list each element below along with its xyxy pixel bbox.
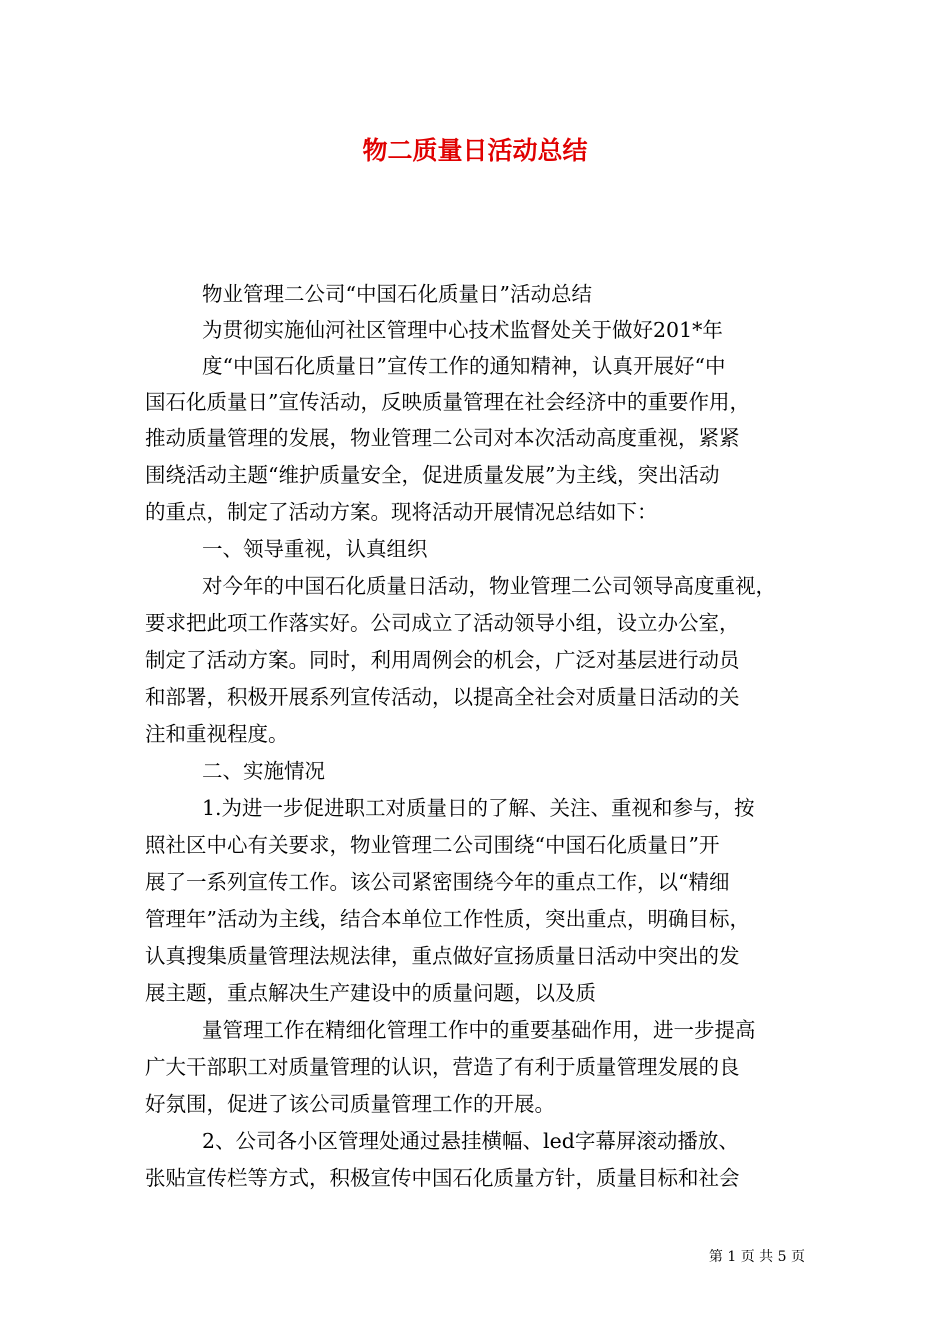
document-title: 物二质量日活动总结 (362, 136, 588, 165)
body-line: 围绕活动主题“维护质量安全，促进质量发展”为主线，突出活动 (145, 463, 720, 487)
body-line: 认真搜集质量管理法规法律，重点做好宣扬质量日活动中突出的发 (145, 944, 740, 968)
body-line: 国石化质量日”宣传活动，反映质量管理在社会经济中的重要作用， (145, 390, 750, 414)
body-line: 张贴宣传栏等方式，积极宣传中国石化质量方针，质量目标和社会 (145, 1166, 740, 1190)
body-line: 为贯彻实施仙河社区管理中心技术监督处关于做好201*年 (202, 318, 723, 342)
body-line: 要求把此项工作落实好。公司成立了活动领导小组，设立办公室， (145, 611, 740, 635)
body-line: 的重点，制定了活动方案。现将活动开展情况总结如下： (145, 500, 658, 524)
body-line: 和部署，积极开展系列宣传活动，以提高全社会对质量日活动的关 (145, 685, 740, 709)
body-line: 广大干部职工对质量管理的认识，营造了有利于质量管理发展的良 (145, 1055, 740, 1079)
body-line: 推动质量管理的发展，物业管理二公司对本次活动高度重视，紧紧 (145, 426, 740, 450)
body-line: 制定了活动方案。同时，利用周例会的机会，广泛对基层进行动员 (145, 648, 740, 672)
body-line: 度“中国石化质量日”宣传工作的通知精神，认真开展好“中 (202, 354, 726, 378)
body-line: 展主题，重点解决生产建设中的质量问题，以及质 (145, 981, 596, 1005)
body-line: 注和重视程度。 (145, 722, 289, 746)
body-line: 照社区中心有关要求，物业管理二公司围绕“中国石化质量日”开 (145, 833, 720, 857)
section-heading: 一、领导重视，认真组织 (202, 537, 428, 561)
body-line: 展了一系列宣传工作。该公司紧密围绕今年的重点工作，以“精细 (145, 870, 730, 894)
body-line: 1.为进一步促进职工对质量日的了解、关注、重视和参与，按 (202, 796, 755, 820)
body-line: 对今年的中国石化质量日活动，物业管理二公司领导高度重视， (202, 574, 776, 598)
page-number: 第 1 页 共 5 页 (708, 1249, 805, 1265)
body-line: 好氛围，促进了该公司质量管理工作的开展。 (145, 1092, 555, 1116)
body-line: 2、公司各小区管理处通过悬挂横幅、led字幕屏滚动播放、 (202, 1129, 739, 1153)
section-heading: 二、实施情况 (202, 759, 325, 783)
body-line: 量管理工作在精细化管理工作中的重要基础作用，进一步提高 (202, 1018, 756, 1042)
body-line: 物业管理二公司“中国石化质量日”活动总结 (202, 282, 592, 306)
body-line: 管理年”活动为主线，结合本单位工作性质，突出重点，明确目标， (145, 907, 750, 931)
